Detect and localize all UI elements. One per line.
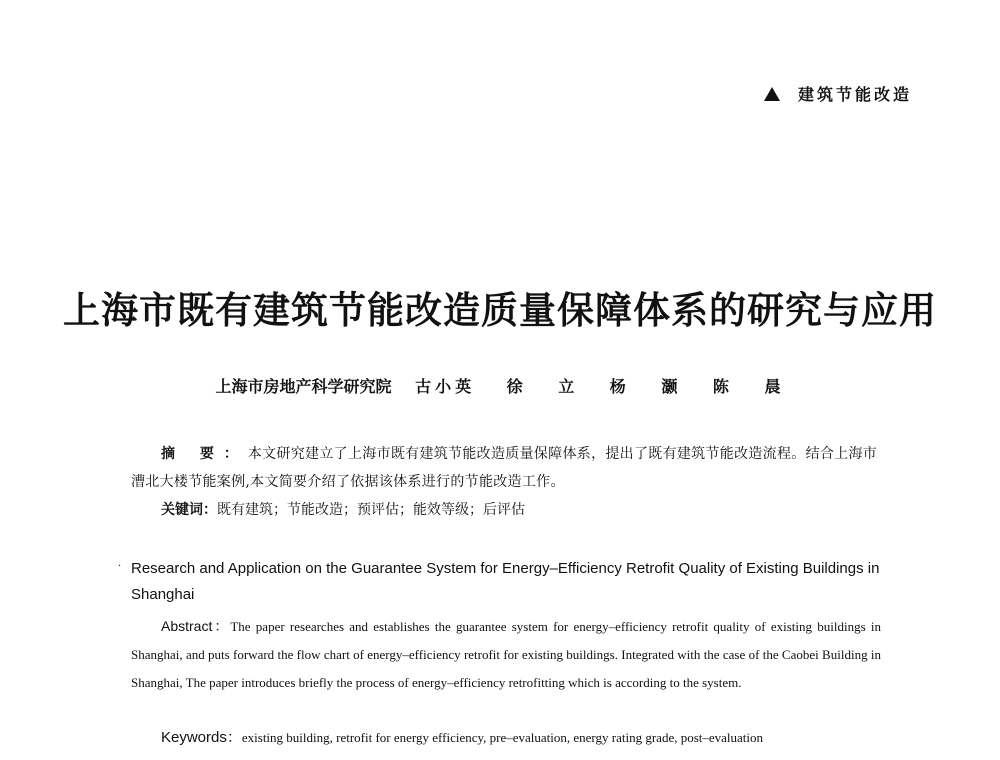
- english-keywords-text: existing building, retrofit for energy efficiency, pre–evaluation, energy rating grade, post–evaluation: [241, 730, 764, 745]
- section-tag: [764, 82, 912, 105]
- section-tag-label: 建筑节能改造: [797, 85, 912, 104]
- stray-dot: ·: [118, 561, 122, 572]
- chinese-keywords-label: 关键词：: [161, 502, 217, 518]
- institution: 上海市房地产科学研究院: [215, 377, 392, 396]
- paper-title: 上海市既有建筑节能改造质量保障体系的研究与应用: [63, 288, 937, 332]
- chinese-abstract-label: 摘 要：: [161, 446, 248, 462]
- english-abstract-label: Abstract：: [161, 618, 231, 634]
- english-keywords: [161, 724, 763, 752]
- english-abstract: [131, 612, 881, 697]
- chinese-keywords: [161, 496, 525, 524]
- english-title: Research and Application on the Guarantee System for Energy–Efficiency Retrofit Quality of Existing Buildings in Shanghai: [131, 560, 880, 603]
- author-line: [0, 374, 1000, 397]
- triangle-bullet-icon: [764, 87, 780, 101]
- chinese-abstract: [131, 440, 879, 496]
- author-names: 古小英 徐 立 杨 灏 陈 晨: [415, 377, 785, 396]
- chinese-abstract-text: 本文研究建立了上海市既有建筑节能改造质量保障体系，提出了既有建筑节能改造流程。结合上海市漕北大楼节能案例,本文简要介绍了依据该体系进行的节能改造工作。: [131, 446, 878, 490]
- english-keywords-label: Keywords：: [161, 729, 242, 746]
- chinese-keywords-text: 既有建筑；节能改造；预评估；能效等级；后评估: [217, 502, 525, 518]
- english-abstract-text: The paper researches and establishes the guarantee system for energy–efficiency retrofit quality of existing buildings in Shanghai, and puts forward the flow chart of energy–efficiency retrofit for existing buildings. Integrated with the case of the Caobei Building in Shanghai, The paper introduces briefly the process of energy–efficiency retrofitting which is according to the system.: [131, 619, 881, 690]
